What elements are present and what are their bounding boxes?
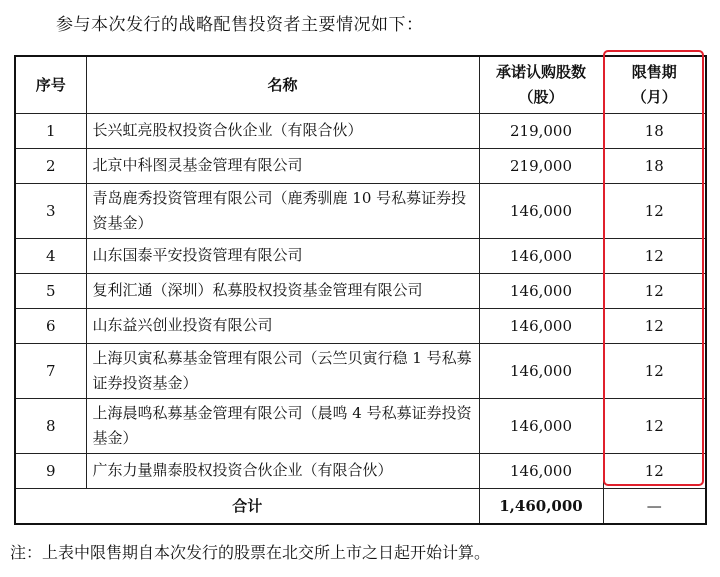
- table-row: [15, 148, 706, 183]
- header-lockup-line1: 限售期: [631, 62, 677, 81]
- table-row: [15, 453, 706, 488]
- row-name: 山东益兴创业投资有限公司: [86, 308, 479, 343]
- row-lockup: 12: [603, 183, 706, 238]
- row-no: 7: [15, 343, 86, 398]
- footnote: 注：上表中限售期自本次发行的股票在北交所上市之日起开始计算。: [10, 543, 491, 562]
- table-row: [15, 398, 706, 453]
- table-row: [15, 273, 706, 308]
- row-name: 上海贝寅私募基金管理有限公司（云竺贝寅行稳 1 号私募证券投资基金）: [86, 343, 479, 398]
- row-lockup: 18: [603, 148, 706, 183]
- header-shares-line1: 承诺认购股数: [495, 62, 586, 81]
- row-shares: 146,000: [479, 453, 603, 488]
- row-no: 5: [15, 273, 86, 308]
- total-lockup: —: [603, 488, 706, 524]
- row-shares: 219,000: [479, 148, 603, 183]
- table-row: [15, 113, 706, 148]
- row-no: 4: [15, 238, 86, 273]
- row-lockup: 12: [603, 273, 706, 308]
- row-no: 6: [15, 308, 86, 343]
- row-no: 3: [15, 183, 86, 238]
- row-lockup: 12: [603, 238, 706, 273]
- row-no: 1: [15, 113, 86, 148]
- header-lockup-line2: （月）: [631, 87, 677, 106]
- row-lockup: 12: [603, 398, 706, 453]
- row-lockup: 12: [603, 343, 706, 398]
- row-shares: 146,000: [479, 398, 603, 453]
- row-shares: 146,000: [479, 238, 603, 273]
- row-shares: 146,000: [479, 308, 603, 343]
- row-name: 广东力量鼎泰股权投资合伙企业（有限合伙）: [86, 453, 479, 488]
- table-row: [15, 343, 706, 398]
- row-name: 复利汇通（深圳）私募股权投资基金管理有限公司: [86, 273, 479, 308]
- total-shares: 1,460,000: [479, 488, 603, 524]
- row-name: 长兴虹亮股权投资合伙企业（有限合伙）: [86, 113, 479, 148]
- table-row: [15, 183, 706, 238]
- header-lockup: [603, 56, 706, 113]
- row-name: 青岛鹿秀投资管理有限公司（鹿秀驯鹿 10 号私募证券投资基金）: [86, 183, 479, 238]
- row-name: 北京中科图灵基金管理有限公司: [86, 148, 479, 183]
- row-no: 8: [15, 398, 86, 453]
- row-name: 山东国泰平安投资管理有限公司: [86, 238, 479, 273]
- row-lockup: 12: [603, 453, 706, 488]
- row-no: 9: [15, 453, 86, 488]
- row-name: 上海晨鸣私募基金管理有限公司（晨鸣 4 号私募证券投资基金）: [86, 398, 479, 453]
- header-no: 序号: [15, 56, 86, 113]
- row-shares: 146,000: [479, 183, 603, 238]
- table-header-row: [15, 56, 706, 113]
- header-name: 名称: [86, 56, 479, 113]
- table-row: [15, 308, 706, 343]
- row-shares: 146,000: [479, 273, 603, 308]
- intro-text: 参与本次发行的战略配售投资者主要情况如下：: [56, 15, 424, 35]
- total-row: [15, 488, 706, 524]
- header-shares: [479, 56, 603, 113]
- total-label: 合计: [15, 488, 479, 524]
- header-shares-line2: （股）: [518, 87, 564, 106]
- row-shares: 219,000: [479, 113, 603, 148]
- strategic-placement-table: [14, 55, 707, 525]
- row-shares: 146,000: [479, 343, 603, 398]
- table-row: [15, 238, 706, 273]
- row-lockup: 12: [603, 308, 706, 343]
- row-lockup: 18: [603, 113, 706, 148]
- row-no: 2: [15, 148, 86, 183]
